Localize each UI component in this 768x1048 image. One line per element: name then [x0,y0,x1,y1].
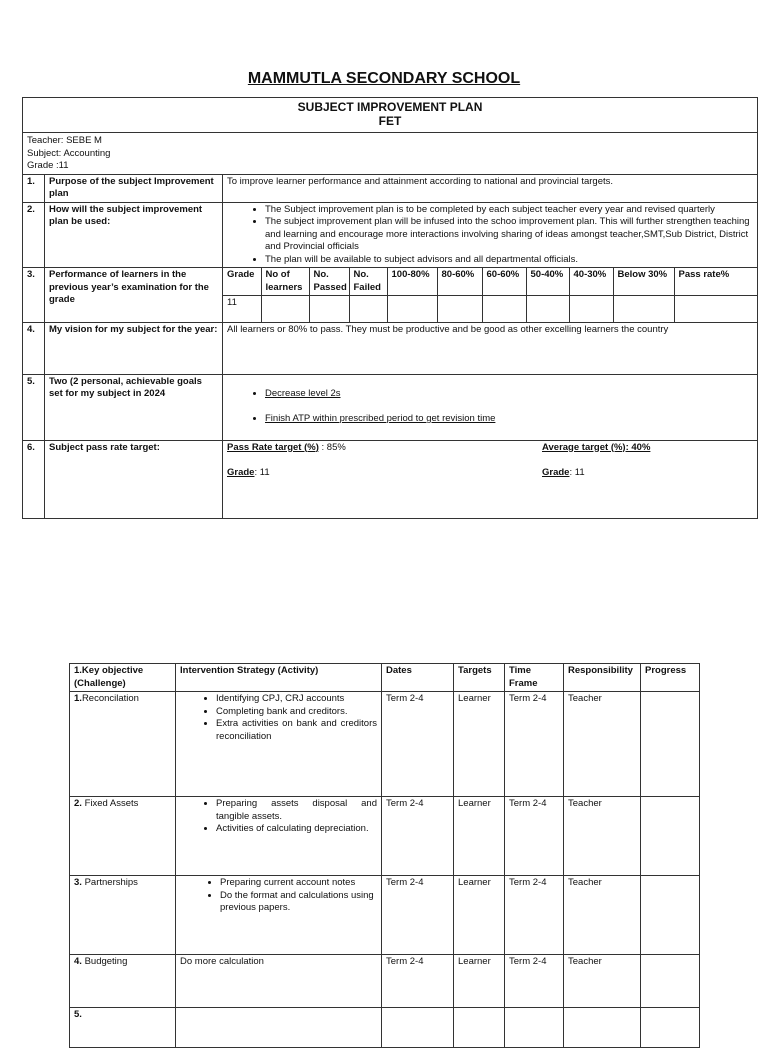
objective-targets: Learner [454,797,505,876]
grade-target-value: : 11 [254,467,270,478]
objective-dates: Term 2-4 [382,797,454,876]
objective-dates [382,1008,454,1048]
performance-header: 60-60% [482,268,526,296]
objective-activity-text [176,1008,382,1048]
objective-responsibility: Teacher [564,955,641,1008]
objective-targets: Learner [454,955,505,1008]
row-usage [23,202,758,268]
vision-label: My vision for my subject for the year: [45,322,223,374]
usage-label: How will the subject improvement plan be used: [45,202,223,268]
objective-number: 5. [74,1009,82,1020]
row-number: 3. [23,268,45,323]
performance-header: Grade [223,268,261,296]
activity-item: • Identifying CPJ, CRJ accounts [216,693,377,706]
performance-header: Below 30% [613,268,674,296]
objective-activities [176,876,382,955]
grade2-target-label: Grade [542,467,570,478]
performance-data-row [223,296,758,322]
plan-header-row [23,98,758,133]
usage-bullets [223,202,758,268]
performance-header: 40-30% [569,268,613,296]
purpose-text: To improve learner performance and attainment according to national and provincial targets. [223,174,758,202]
header-targets: Targets [454,664,505,692]
header-strategy: Intervention Strategy (Activity) [176,664,382,692]
objective-time-frame: Term 2-4 [505,797,564,876]
row-number: 6. [23,440,45,518]
grade-line: Grade :11 [27,160,69,171]
performance-header: 100-80% [387,268,437,296]
performance-cell-empty [349,296,387,322]
objective-progress [641,876,700,955]
row-number: 4. [23,322,45,374]
performance-header-row [223,268,758,296]
objective-responsibility: Teacher [564,876,641,955]
performance-cell-empty [309,296,349,322]
performance-cell-empty [387,296,437,322]
objective-progress [641,797,700,876]
usage-bullet: • The plan will be available to subject advisors and all departmental officials. [265,254,753,267]
performance-header: No. Failed [349,268,387,296]
grade2-target-value: : 11 [569,467,585,478]
header-time-frame: Time Frame [505,664,564,692]
objectives-table [69,663,700,1048]
pass-rate-label: Pass Rate target (%) [227,441,319,453]
row-number: 2. [23,202,45,268]
objective-dates: Term 2-4 [382,955,454,1008]
plan-title: SUBJECT IMPROVEMENT PLAN [297,100,483,114]
objective-name [70,876,176,955]
objective-row [70,1008,700,1048]
objective-label: Fixed Assets [81,798,139,809]
activity-item: • Extra activities on bank and creditors reconciliation [216,718,377,743]
performance-table [223,268,758,322]
row-goals [23,374,758,440]
activity-item: • Preparing assets disposal and tangible assets. [216,798,377,823]
school-name: MAMMUTLA SECONDARY SCHOOL [247,70,521,87]
objective-label: Partnerships [81,877,138,888]
performance-grade: 11 [223,296,261,322]
performance-header: 50-40% [526,268,569,296]
teacher-info-row [23,133,758,175]
objective-name [70,692,176,797]
performance-cell-empty [613,296,674,322]
activity-item: • Activities of calculating depreciation. [216,823,377,836]
objective-row [70,955,700,1008]
teacher-info [23,133,758,175]
objective-dates: Term 2-4 [382,876,454,955]
activity-item: • Completing bank and creditors. [216,706,377,719]
goal-item: • Decrease level 2s [265,388,753,401]
row-number: 1. [23,174,45,202]
vision-text: All learners or 80% to pass. They must be productive and be good as other excelling learners the country [223,322,758,374]
average-target: Average target (%): 40% [542,441,651,453]
objective-number: 2. [74,798,82,809]
pass-target-label: Subject pass rate target: [45,440,223,518]
performance-cell [223,268,758,323]
objective-responsibility: Teacher [564,692,641,797]
subject-line: Subject: Accounting [27,147,111,159]
performance-cell-empty [674,296,758,322]
objective-name [70,1008,176,1048]
objective-name [70,955,176,1008]
objective-progress [641,1008,700,1048]
row-vision [23,322,758,374]
usage-bullet: • The Subject improvement plan is to be completed by each subject teacher every year and revised quarterly [265,204,753,217]
performance-header: 80-60% [437,268,482,296]
row-pass-target [23,440,758,518]
performance-header: No. Passed [309,268,349,296]
plan-header [23,98,758,133]
pass-target-cell [223,440,758,518]
objective-time-frame: Term 2-4 [505,692,564,797]
row-number: 5. [23,374,45,440]
pass-rate-value: : 85% [318,441,346,453]
performance-cell-empty [261,296,309,322]
objective-row [70,876,700,955]
purpose-label: Purpose of the subject Improvement plan [45,174,223,202]
objective-activity-text: Do more calculation [176,955,382,1008]
objective-row [70,692,700,797]
performance-cell-empty [437,296,482,322]
goals-cell [223,374,758,440]
objective-label: Reconcilation [81,693,139,704]
header-responsibility: Responsibility [564,664,641,692]
objective-targets [454,1008,505,1048]
goals-label: Two (2 personal, achievable goals set for my subject in 2024 [45,374,223,440]
performance-header: Pass rate% [674,268,758,296]
performance-cell-empty [482,296,526,322]
objective-activities [176,797,382,876]
goal-item: • Finish ATP within prescribed period to get revision time [265,413,753,426]
performance-label: Performance of learners in the previous year’s examination for the grade [45,268,223,323]
activity-item: • Preparing current account notes [220,877,377,890]
header-dates: Dates [382,664,454,692]
objective-name [70,797,176,876]
activity-item: • Do the format and calculations using previous papers. [220,890,377,915]
objective-dates: Term 2-4 [382,692,454,797]
objective-time-frame: Term 2-4 [505,955,564,1008]
objective-label: Budgeting [81,956,128,967]
objective-progress [641,955,700,1008]
performance-header: No of learners [261,268,309,296]
objective-time-frame [505,1008,564,1048]
objective-activities [176,692,382,797]
row-purpose [23,174,758,202]
objectives-header-row [70,664,700,692]
objective-time-frame: Term 2-4 [505,876,564,955]
plan-subtitle: FET [378,114,402,128]
grade-target-label: Grade [227,467,255,478]
objective-responsibility [564,1008,641,1048]
objective-targets: Learner [454,876,505,955]
teacher-line: Teacher: SEBE M [27,135,102,146]
objective-number: 1. [74,693,82,704]
header-progress: Progress [641,664,700,692]
objective-targets: Learner [454,692,505,797]
subject-plan-table [22,97,758,519]
objective-number: 3. [74,877,82,888]
objective-responsibility: Teacher [564,797,641,876]
usage-bullet: • The subject improvement plan will be infused into the schoo improvement plan. This will further strengthen teaching and learning and encourage more interactions involving sharing of ideas amongst teacher,SMT,Sub District, District and Provincial officials [265,216,753,254]
objective-progress [641,692,700,797]
objective-number: 4. [74,956,82,967]
header-objective: 1.Key objective (Challenge) [70,664,176,692]
performance-cell-empty [569,296,613,322]
objective-row [70,797,700,876]
performance-cell-empty [526,296,569,322]
row-performance [23,268,758,323]
